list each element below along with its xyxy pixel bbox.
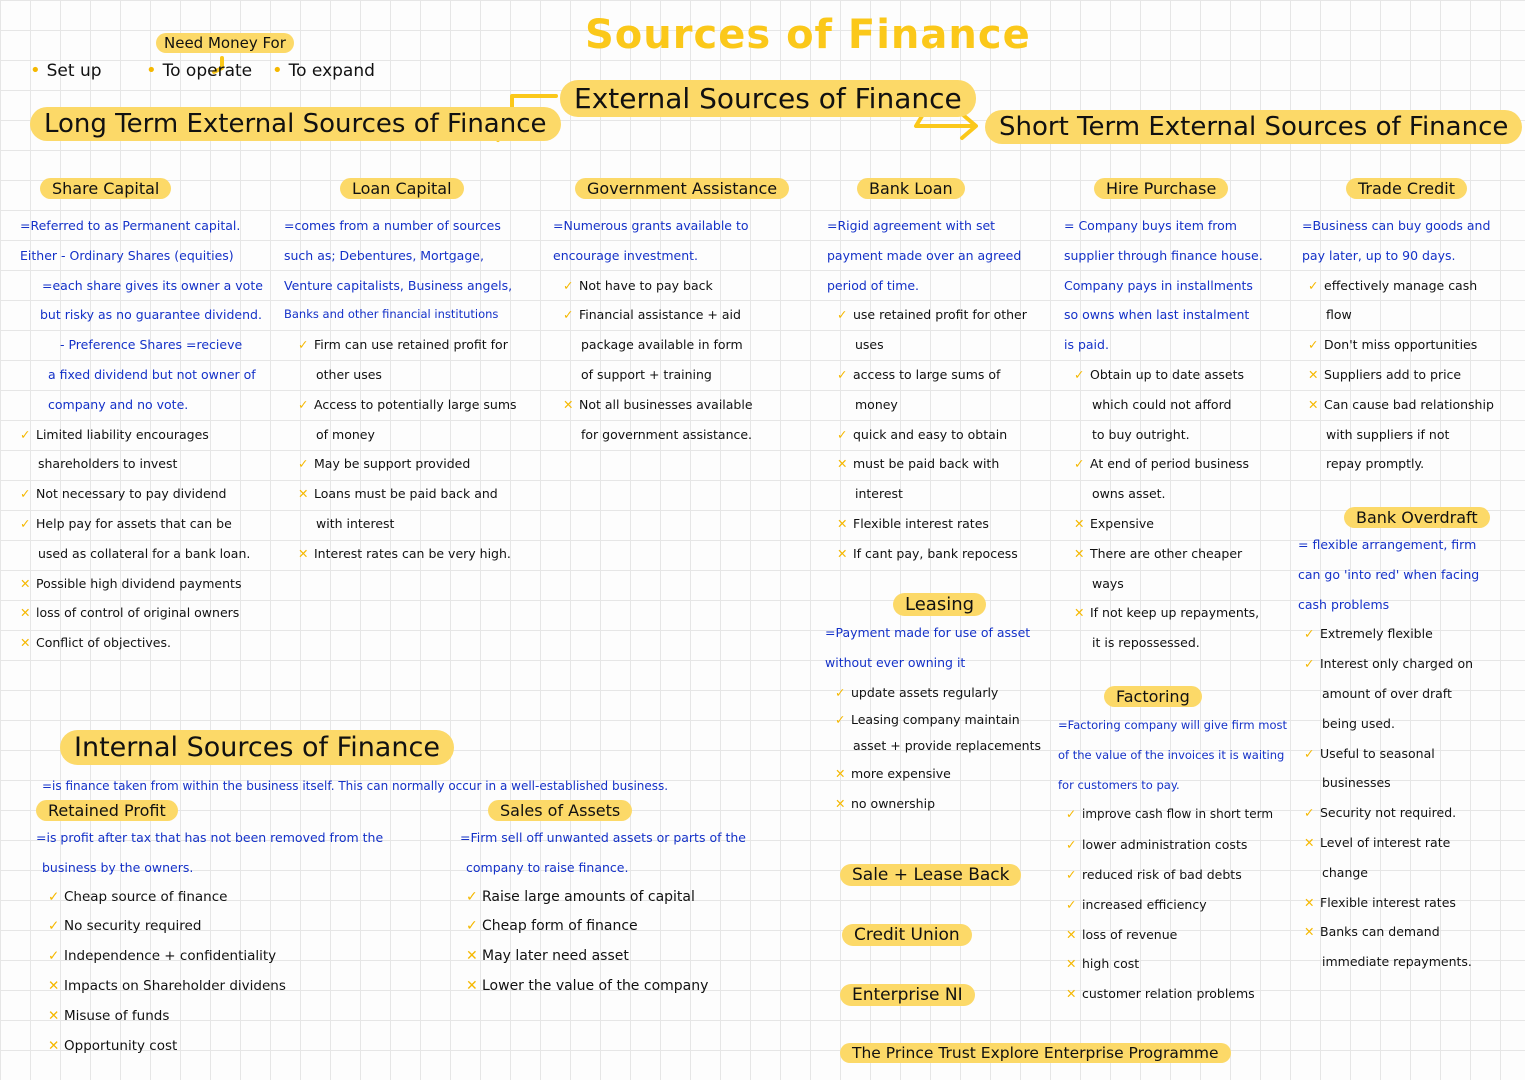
list-item: ✕ Lower the value of the company [466, 972, 800, 1002]
tick-icon: ✓ [1304, 656, 1315, 672]
text-line: Company pays in installments [1064, 277, 1253, 293]
tick-icon: ✓ [466, 918, 478, 935]
cross-icon: ✕ [1304, 834, 1315, 850]
prince-trust-heading: The Prince Trust Explore Enterprise Programme [840, 1043, 1231, 1063]
list-item: to buy outright. [1092, 426, 1190, 442]
loan-capital-section [284, 178, 534, 569]
leasing-heading: Leasing [893, 593, 986, 616]
list-item: ✓ No security required [48, 912, 436, 942]
list-item: ✓ Not have to pay back [563, 271, 793, 301]
trade-credit-section [1302, 178, 1517, 479]
text-line: but risky as no guarantee dividend. [40, 307, 262, 323]
list-item: ✕ There are other cheaper [1074, 539, 1289, 569]
text-line: =Factoring company will give firm most [1058, 718, 1287, 732]
text-line: =comes from a number of sources [284, 218, 501, 233]
list-item: package available in form [581, 337, 743, 353]
list-item: ✕ Banks can demand [1304, 917, 1518, 947]
list-item: ways [1092, 575, 1124, 591]
list-item: ✕ Level of interest rate [1304, 828, 1518, 858]
internal-title: Internal Sources of Finance [60, 730, 454, 765]
list-item: it is repossessed. [1092, 635, 1200, 651]
need-money-item: • To operate [146, 60, 253, 81]
list-item: uses [855, 337, 884, 353]
tick-icon: ✓ [1074, 456, 1085, 472]
tick-icon: ✓ [1304, 805, 1315, 821]
list-item: ✕ Loans must be paid back and [298, 479, 534, 509]
list-item: ✓ Access to potentially large sums [298, 390, 534, 420]
list-item: of money [316, 426, 375, 442]
hire-purchase-heading: Hire Purchase [1094, 178, 1228, 199]
list-item: with interest [316, 515, 395, 531]
cross-icon: ✕ [20, 575, 31, 591]
text-line: - Preference Shares =recieve [60, 337, 243, 353]
list-item: ✓ Financial assistance + aid [563, 300, 793, 330]
internal-definition: =is finance taken from within the business itself. This can normally occur in a well-established business. [42, 779, 669, 793]
text-line: =Business can buy goods and [1302, 218, 1491, 233]
cross-icon: ✕ [835, 766, 846, 782]
cross-icon: ✕ [20, 635, 31, 651]
tick-icon: ✓ [837, 307, 848, 323]
tick-icon: ✓ [1066, 866, 1077, 882]
list-item: change [1322, 864, 1369, 880]
sale-lease-back-heading: Sale + Lease Back [840, 864, 1021, 886]
list-item: ✓ Limited liability encourages [20, 420, 270, 450]
list-item: ✕ Can cause bad relationship [1308, 390, 1517, 420]
text-line: so owns when last instalment [1064, 307, 1250, 323]
cross-icon: ✕ [48, 977, 60, 994]
list-item: ✓ effectively manage cash [1308, 271, 1517, 301]
retained-profit-section [36, 800, 436, 1061]
tick-icon: ✓ [1308, 277, 1319, 293]
list-item: ✓ Not necessary to pay dividend [20, 479, 270, 509]
tick-icon: ✓ [563, 277, 574, 293]
bank-overdraft-section [1298, 507, 1518, 977]
share-capital-section [20, 178, 270, 658]
text-line: =Payment made for use of asset [825, 625, 1031, 640]
list-item: ✕ no ownership [835, 789, 1055, 819]
text-line: supplier through finance house. [1064, 247, 1263, 263]
list-item: ✕ If not keep up repayments, [1074, 598, 1289, 628]
cross-icon: ✕ [48, 1007, 60, 1024]
list-item: businesses [1322, 775, 1391, 791]
cross-icon: ✕ [1074, 515, 1085, 531]
tick-icon: ✓ [837, 366, 848, 382]
tick-icon: ✓ [1074, 366, 1085, 382]
list-item: other uses [316, 366, 382, 382]
tick-icon: ✓ [1304, 745, 1315, 761]
text-line: business by the owners. [42, 859, 194, 875]
text-line: such as; Debentures, Mortgage, [284, 247, 484, 263]
list-item: ✕ Flexible interest rates [1304, 888, 1518, 918]
list-item: ✕ loss of revenue [1066, 920, 1298, 950]
list-item: ✓ Raise large amounts of capital [466, 883, 800, 913]
sales-assets-heading: Sales of Assets [488, 800, 632, 821]
tick-icon: ✓ [298, 396, 309, 412]
list-item: ✕ If cant pay, bank repocess [837, 539, 1057, 569]
list-item: ✕ Opportunity cost [48, 1032, 436, 1062]
trade-credit-heading: Trade Credit [1346, 178, 1467, 199]
text-line: payment made over an agreed [827, 247, 1022, 263]
loan-capital-heading: Loan Capital [340, 178, 464, 199]
cross-icon: ✕ [20, 605, 31, 621]
sales-assets-section [460, 800, 800, 1002]
list-item: owns asset. [1092, 486, 1166, 502]
tick-icon: ✓ [48, 888, 60, 905]
list-item: ✓ Obtain up to date assets [1074, 360, 1289, 390]
retained-profit-heading: Retained Profit [36, 800, 178, 821]
text-line: encourage investment. [553, 247, 699, 263]
text-line: = flexible arrangement, firm [1298, 537, 1477, 552]
list-item: ✕ loss of control of original owners [20, 598, 270, 628]
list-item: ✓ Extremely flexible [1304, 619, 1518, 649]
share-capital-heading: Share Capital [40, 178, 171, 199]
list-item: used as collateral for a bank loan. [38, 545, 251, 561]
list-item: ✓ update assets regularly [835, 678, 1055, 708]
list-item: ✓ Cheap form of finance [466, 912, 800, 942]
list-item: ✓ Firm can use retained profit for [298, 330, 534, 360]
list-item: which could not afford [1092, 396, 1232, 412]
gov-assistance-section [553, 178, 793, 449]
text-line: = Company buys item from [1064, 218, 1237, 233]
tick-icon: ✓ [1066, 896, 1077, 912]
list-item: ✓ Don't miss opportunities [1308, 330, 1517, 360]
cross-icon: ✕ [1066, 926, 1077, 942]
text-line: pay later, up to 90 days. [1302, 247, 1456, 263]
short-term-title: Short Term External Sources of Finance [985, 110, 1522, 144]
cross-icon: ✕ [837, 515, 848, 531]
text-line: =is profit after tax that has not been removed from the [36, 830, 384, 845]
tick-icon: ✓ [298, 456, 309, 472]
list-item: of support + training [581, 366, 712, 382]
enterprise-ni-heading: Enterprise NI [840, 984, 975, 1006]
cross-icon: ✕ [48, 1037, 60, 1054]
list-item: being used. [1322, 715, 1395, 731]
cross-icon: ✕ [837, 545, 848, 561]
list-item: ✓ At end of period business [1074, 449, 1289, 479]
list-item: ✓ access to large sums of [837, 360, 1057, 390]
text-line: Either - Ordinary Shares (equities) [20, 247, 234, 263]
tick-icon: ✓ [20, 426, 31, 442]
text-line: =Referred to as Permanent capital. [20, 218, 241, 233]
list-item: ✕ Flexible interest rates [837, 509, 1057, 539]
factoring-section [1058, 686, 1298, 1009]
tick-icon: ✓ [48, 948, 60, 965]
list-item: ✕ Interest rates can be very high. [298, 539, 534, 569]
list-item: ✓ May be support provided [298, 449, 534, 479]
text-line: =Rigid agreement with set [827, 218, 996, 233]
list-item: ✕ customer relation problems [1066, 979, 1298, 1009]
list-item: ✓ use retained profit for other [837, 300, 1057, 330]
cross-icon: ✕ [466, 977, 478, 994]
list-item: money [855, 396, 898, 412]
tick-icon: ✓ [1308, 337, 1319, 353]
page-title: Sources of Finance [585, 12, 1031, 58]
cross-icon: ✕ [298, 545, 309, 561]
cross-icon: ✕ [1308, 366, 1319, 382]
text-line: can go 'into red' when facing [1298, 566, 1480, 582]
tick-icon: ✓ [1066, 837, 1077, 853]
list-item: amount of over draft [1322, 685, 1452, 701]
need-money-item: • To expand [272, 60, 375, 81]
list-item: with suppliers if not [1326, 426, 1450, 442]
list-item: ✓ reduced risk of bad debts [1066, 860, 1298, 890]
cross-icon: ✕ [1308, 396, 1319, 412]
list-item: ✓ Interest only charged on [1304, 649, 1518, 679]
text-line: is paid. [1064, 337, 1109, 353]
leasing-section [825, 593, 1055, 819]
text-line: =Numerous grants available to [553, 218, 749, 233]
list-item: ✕ more expensive [835, 759, 1055, 789]
list-item: ✓ quick and easy to obtain [837, 420, 1057, 450]
list-item: ✕ Possible high dividend payments [20, 569, 270, 599]
cross-icon: ✕ [1074, 545, 1085, 561]
cross-icon: ✕ [1066, 956, 1077, 972]
cross-icon: ✕ [835, 796, 846, 812]
text-line: without ever owning it [825, 654, 966, 670]
text-line: a fixed dividend but not owner of [48, 366, 256, 382]
cross-icon: ✕ [466, 948, 478, 965]
need-money-label: Need Money For [156, 33, 294, 53]
list-item: ✓ Help pay for assets that can be [20, 509, 270, 539]
text-line: cash problems [1298, 596, 1390, 612]
list-item: ✕ high cost [1066, 949, 1298, 979]
list-item: ✕ Misuse of funds [48, 1002, 436, 1032]
text-line: company to raise finance. [466, 859, 629, 875]
list-item: shareholders to invest [38, 456, 178, 472]
list-item: ✕ Expensive [1074, 509, 1289, 539]
need-money-item: • Set up [30, 60, 102, 81]
factoring-heading: Factoring [1104, 686, 1202, 707]
text-line: of the value of the invoices it is waiting [1058, 747, 1285, 762]
list-item: ✓ lower administration costs [1066, 830, 1298, 860]
bank-loan-heading: Bank Loan [857, 178, 965, 199]
list-item: ✕ Impacts on Shareholder dividens [48, 972, 436, 1002]
credit-union-heading: Credit Union [842, 924, 972, 946]
list-item: ✓ Security not required. [1304, 798, 1518, 828]
list-item: ✕ Conflict of objectives. [20, 628, 270, 658]
list-item: ✓ Useful to seasonal [1304, 739, 1518, 769]
tick-icon: ✓ [835, 684, 846, 700]
text-line: period of time. [827, 277, 920, 293]
tick-icon: ✓ [466, 888, 478, 905]
tick-icon: ✓ [20, 515, 31, 531]
cross-icon: ✕ [1304, 924, 1315, 940]
text-line: =Firm sell off unwanted assets or parts of the [460, 830, 746, 845]
text-line: Banks and other financial institutions [284, 307, 499, 322]
list-item: ✓ Leasing company maintain [835, 707, 1055, 733]
list-item: ✕ Suppliers add to price [1308, 360, 1517, 390]
cross-icon: ✕ [837, 456, 848, 472]
bank-overdraft-heading: Bank Overdraft [1344, 507, 1490, 528]
text-line: company and no vote. [48, 396, 189, 412]
list-item: immediate repayments. [1322, 954, 1472, 970]
list-item: ✕ May later need asset [466, 942, 800, 972]
tick-icon: ✓ [48, 918, 60, 935]
list-item: ✕ must be paid back with [837, 449, 1057, 479]
tick-icon: ✓ [563, 307, 574, 323]
list-item: ✓ Independence + confidentiality [48, 942, 436, 972]
cross-icon: ✕ [1066, 986, 1077, 1002]
cross-icon: ✕ [298, 486, 309, 502]
tick-icon: ✓ [1304, 626, 1315, 642]
list-item: ✓ improve cash flow in short term [1066, 800, 1298, 830]
cross-icon: ✕ [1074, 605, 1085, 621]
external-title: External Sources of Finance [560, 80, 976, 117]
text-line: for customers to pay. [1058, 777, 1180, 792]
long-term-title: Long Term External Sources of Finance [30, 107, 561, 141]
list-item: interest [855, 486, 903, 502]
tick-icon: ✓ [835, 712, 846, 728]
list-item: ✓ Cheap source of finance [48, 883, 436, 913]
list-item: flow [1326, 307, 1352, 323]
cross-icon: ✕ [563, 396, 574, 412]
bank-loan-section [827, 178, 1057, 569]
tick-icon: ✓ [837, 426, 848, 442]
cross-icon: ✕ [1304, 894, 1315, 910]
list-item: ✕ Not all businesses available [563, 390, 793, 420]
list-item: ✓ increased efficiency [1066, 890, 1298, 920]
gov-assistance-heading: Government Assistance [575, 178, 789, 199]
tick-icon: ✓ [20, 486, 31, 502]
list-item: asset + provide replacements [853, 738, 1042, 754]
list-item: repay promptly. [1326, 456, 1425, 472]
text-line: Venture capitalists, Business angels, [284, 277, 513, 293]
hire-purchase-section [1064, 178, 1289, 658]
tick-icon: ✓ [1066, 807, 1077, 822]
text-line: =each share gives its owner a vote [42, 277, 263, 293]
tick-icon: ✓ [298, 337, 309, 353]
list-item: for government assistance. [581, 426, 753, 442]
